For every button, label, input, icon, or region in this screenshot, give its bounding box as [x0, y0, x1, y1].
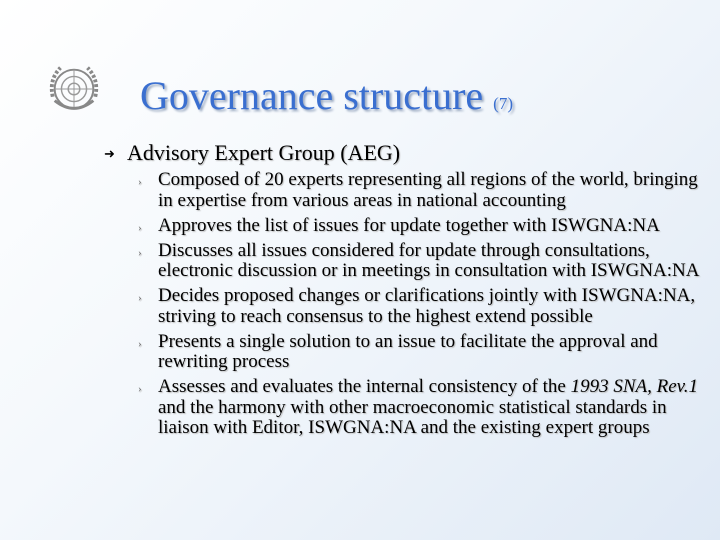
bullet-icon: ›	[138, 292, 142, 304]
title-suffix: (7)	[493, 94, 513, 113]
bullet-icon: ›	[138, 221, 142, 234]
item-text: Approves the list of issues for update together with ISWGNA:NA	[158, 214, 660, 236]
list-item	[138, 169, 703, 211]
list-item	[138, 239, 703, 282]
list-item	[138, 376, 703, 439]
sub-bullet-list	[138, 169, 703, 443]
arrow-bullet-icon: ➜	[104, 146, 115, 161]
title-text: Governance structure	[140, 73, 484, 118]
item-text: Composed of 20 experts representing all regions of the world, bringing in expertise from various areas in national accounting	[158, 169, 698, 211]
bullet-icon: ›	[138, 337, 142, 350]
bullet-icon: ›	[138, 383, 142, 395]
list-item	[138, 285, 703, 327]
item-text: and the harmony with other macroeconomic statistical standards in liaison with Editor, ISWGNA:NA and the existing expert groups	[158, 396, 667, 438]
item-italic-text: 1993 SNA, Rev.1	[570, 376, 698, 397]
item-text: Discusses all issues considered for update through consultations, electronic discussion or in meetings in consultation with ISWGNA:NA	[158, 239, 700, 281]
bullet-icon: ›	[138, 246, 142, 259]
bullet-icon: ›	[138, 176, 142, 188]
un-emblem-logo	[45, 60, 103, 118]
item-text: Assesses and evaluates the internal consistency of the	[158, 376, 571, 397]
heading-bullet: Advisory Expert Group (AEG)	[127, 140, 401, 165]
item-text: Decides proposed changes or clarifications jointly with ISWGNA:NA, striving to reach consensus to the highest extend possible	[158, 285, 696, 327]
item-text: Presents a single solution to an issue to facilitate the approval and rewriting process	[158, 330, 658, 372]
slide-title	[140, 72, 513, 119]
list-item	[138, 330, 703, 373]
list-item	[138, 214, 703, 237]
